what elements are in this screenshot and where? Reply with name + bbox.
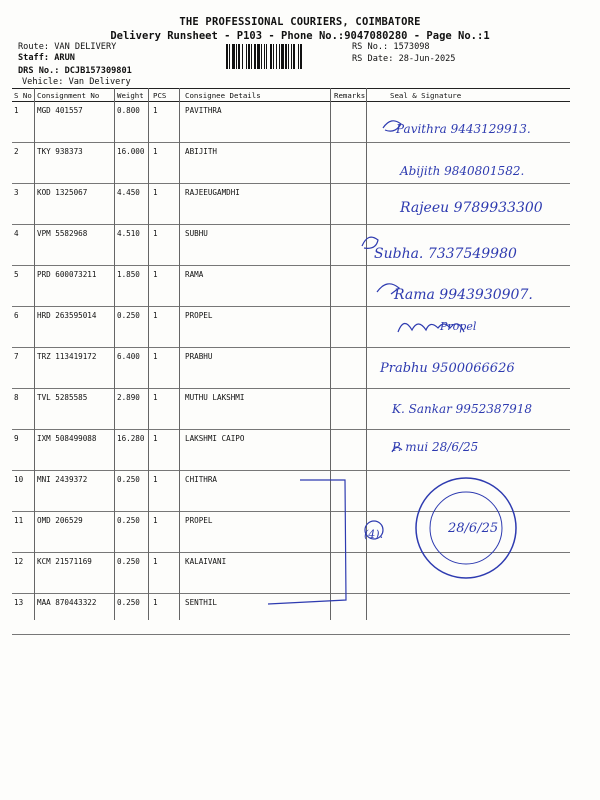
row-sno: 2 — [14, 147, 19, 156]
row-consignment: HRD 263595014 — [37, 311, 97, 320]
col-consignment: Consignment No — [37, 91, 100, 100]
col-divider — [330, 88, 331, 620]
row-pcs: 1 — [153, 516, 158, 525]
row-pcs: 1 — [153, 270, 158, 279]
row-pcs: 1 — [153, 188, 158, 197]
row-weight: 0.250 — [117, 311, 140, 320]
row-weight: 16.280 — [117, 434, 145, 443]
row-pcs: 1 — [153, 475, 158, 484]
row-sno: 11 — [14, 516, 24, 525]
row-consignment: IXM 508499088 — [37, 434, 97, 443]
row-consignment: MNI 2439372 — [37, 475, 88, 484]
row-consignee: SUBHU — [185, 229, 208, 238]
row-sno: 6 — [14, 311, 19, 320]
barcode-bar — [293, 44, 295, 69]
signature-text: Propel — [440, 320, 477, 333]
table-body — [12, 102, 570, 635]
row-sno: 8 — [14, 393, 19, 402]
row-weight: 0.250 — [117, 557, 140, 566]
table-row — [12, 307, 570, 348]
row-consignment: KOD 1325067 — [37, 188, 88, 197]
row-consignee: LAKSHMI CAIPO — [185, 434, 245, 443]
barcode-bar — [276, 44, 277, 69]
staff-label: Staff: ARUN — [18, 53, 75, 63]
col-pcs: PCS — [153, 91, 167, 100]
row-sno: 4 — [14, 229, 19, 238]
row-sno: 1 — [14, 106, 19, 115]
barcode-bar — [232, 44, 235, 69]
row-consignment: PRD 600073211 — [37, 270, 97, 279]
row-pcs: 1 — [153, 393, 158, 402]
barcode-bar — [254, 44, 256, 69]
bracket-count: (4). — [364, 528, 384, 541]
signature-text: Rama 9943930907. — [394, 287, 533, 303]
row-weight: 16.000 — [117, 147, 145, 156]
row-pcs: 1 — [153, 434, 158, 443]
row-consignment: MGD 401557 — [37, 106, 83, 115]
col-remarks: Remarks — [334, 91, 366, 100]
row-weight: 0.250 — [117, 516, 140, 525]
barcode-bar — [257, 44, 260, 69]
row-sno: 10 — [14, 475, 24, 484]
row-consignment: VPM 5582968 — [37, 229, 88, 238]
barcode-bar — [242, 44, 243, 69]
runsheet-table — [12, 88, 570, 635]
row-consignee: PRABHU — [185, 352, 213, 361]
barcode-bar — [291, 44, 292, 69]
signature-text: Rajeeu 9789933300 — [400, 200, 543, 216]
table-row — [12, 266, 570, 307]
barcode-bar — [246, 44, 247, 69]
row-sno: 3 — [14, 188, 19, 197]
barcode-bar — [229, 44, 230, 69]
table-row — [12, 430, 570, 471]
row-weight: 4.510 — [117, 229, 140, 238]
row-sno: 5 — [14, 270, 19, 279]
col-divider — [148, 88, 149, 620]
row-consignment: KCM 21571169 — [37, 557, 92, 566]
barcode-bar — [288, 44, 289, 69]
table-row — [12, 471, 570, 512]
row-consignee: RAMA — [185, 270, 204, 279]
row-consignee: PROPEL — [185, 516, 213, 525]
route-label: Route: VAN DELIVERY — [18, 42, 117, 52]
col-consignee: Consignee Details — [185, 91, 261, 100]
row-consignee: PAVITHRA — [185, 106, 222, 115]
row-pcs: 1 — [153, 106, 158, 115]
table-row — [12, 102, 570, 143]
table-row — [12, 594, 570, 635]
barcode-bar — [273, 44, 274, 69]
barcode-bar — [298, 44, 299, 69]
barcode-bar — [279, 44, 280, 69]
col-seal: Seal & Signature — [390, 91, 462, 100]
vehicle-label: Vehicle: Van Delivery — [22, 77, 131, 87]
barcode-bar — [238, 44, 240, 69]
row-consignee: ABIJITH — [185, 147, 218, 156]
col-divider — [34, 88, 35, 620]
row-consignee: KALAIVANI — [185, 557, 227, 566]
row-consignment: TRZ 113419172 — [37, 352, 97, 361]
table-row — [12, 553, 570, 594]
barcode-bar — [251, 44, 252, 69]
table-row — [12, 348, 570, 389]
signature-text: Subha. 7337549980 — [374, 246, 517, 262]
row-consignee: CHITHRA — [185, 475, 218, 484]
runsheet-subtitle: Delivery Runsheet - P103 - Phone No.:9047080280 - Page No.:1 — [110, 30, 490, 42]
barcode-image — [225, 44, 343, 69]
signature-text: P. mui 28/6/25 — [392, 440, 479, 454]
row-consignment: TVL 5285585 — [37, 393, 88, 402]
row-sno: 12 — [14, 557, 24, 566]
table-row — [12, 184, 570, 225]
col-divider — [179, 88, 180, 620]
barcode-bar — [285, 44, 287, 69]
rs-number: RS No.: 1573098 — [352, 42, 430, 52]
barcode-bar — [261, 44, 262, 69]
company-title: THE PROFESSIONAL COURIERS, COIMBATORE — [179, 16, 421, 28]
signature-text: Prabhu 9500066626 — [380, 361, 515, 376]
row-sno: 7 — [14, 352, 19, 361]
row-sno: 9 — [14, 434, 19, 443]
col-divider — [366, 88, 367, 620]
col-weight: Weight — [117, 91, 144, 100]
row-weight: 0.800 — [117, 106, 140, 115]
barcode-bar — [300, 44, 302, 69]
row-sno: 13 — [14, 598, 24, 607]
table-row — [12, 389, 570, 430]
row-consignee: MUTHU LAKSHMI — [185, 393, 245, 402]
signature-text: Abijith 9840801582. — [400, 164, 525, 178]
col-sno: S No — [14, 91, 32, 100]
barcode-bar — [281, 44, 284, 69]
col-divider — [114, 88, 115, 620]
barcode-bar — [264, 44, 265, 69]
barcode-bar — [226, 44, 228, 69]
row-weight: 1.850 — [117, 270, 140, 279]
barcode-bar — [236, 44, 237, 69]
row-consignment: OMD 206529 — [37, 516, 83, 525]
signature-text: Pavithra 9443129913. — [396, 122, 531, 136]
row-pcs: 1 — [153, 352, 158, 361]
barcode-bar — [266, 44, 267, 69]
row-weight: 6.400 — [117, 352, 140, 361]
row-weight: 2.890 — [117, 393, 140, 402]
barcode-bar — [248, 44, 250, 69]
row-consignment: MAA 870443322 — [37, 598, 97, 607]
barcode-bar — [270, 44, 272, 69]
row-consignment: TKY 938373 — [37, 147, 83, 156]
row-consignee: RAJEEUGAMDHI — [185, 188, 240, 197]
row-pcs: 1 — [153, 311, 158, 320]
signature-text: K. Sankar 9952387918 — [392, 402, 533, 416]
table-row — [12, 225, 570, 266]
table-row — [12, 143, 570, 184]
row-weight: 0.250 — [117, 598, 140, 607]
drs-number: DRS No.: DCJB157309801 — [18, 66, 132, 76]
row-consignee: SENTHIL — [185, 598, 218, 607]
row-consignee: PROPEL — [185, 311, 213, 320]
rs-date: RS Date: 28-Jun-2025 — [352, 54, 456, 64]
row-weight: 4.450 — [117, 188, 140, 197]
stamp-date: 28/6/25 — [448, 521, 499, 536]
row-weight: 0.250 — [117, 475, 140, 484]
table-header — [12, 88, 570, 102]
row-pcs: 1 — [153, 147, 158, 156]
table-row — [12, 512, 570, 553]
row-pcs: 1 — [153, 229, 158, 238]
row-pcs: 1 — [153, 557, 158, 566]
row-pcs: 1 — [153, 598, 158, 607]
